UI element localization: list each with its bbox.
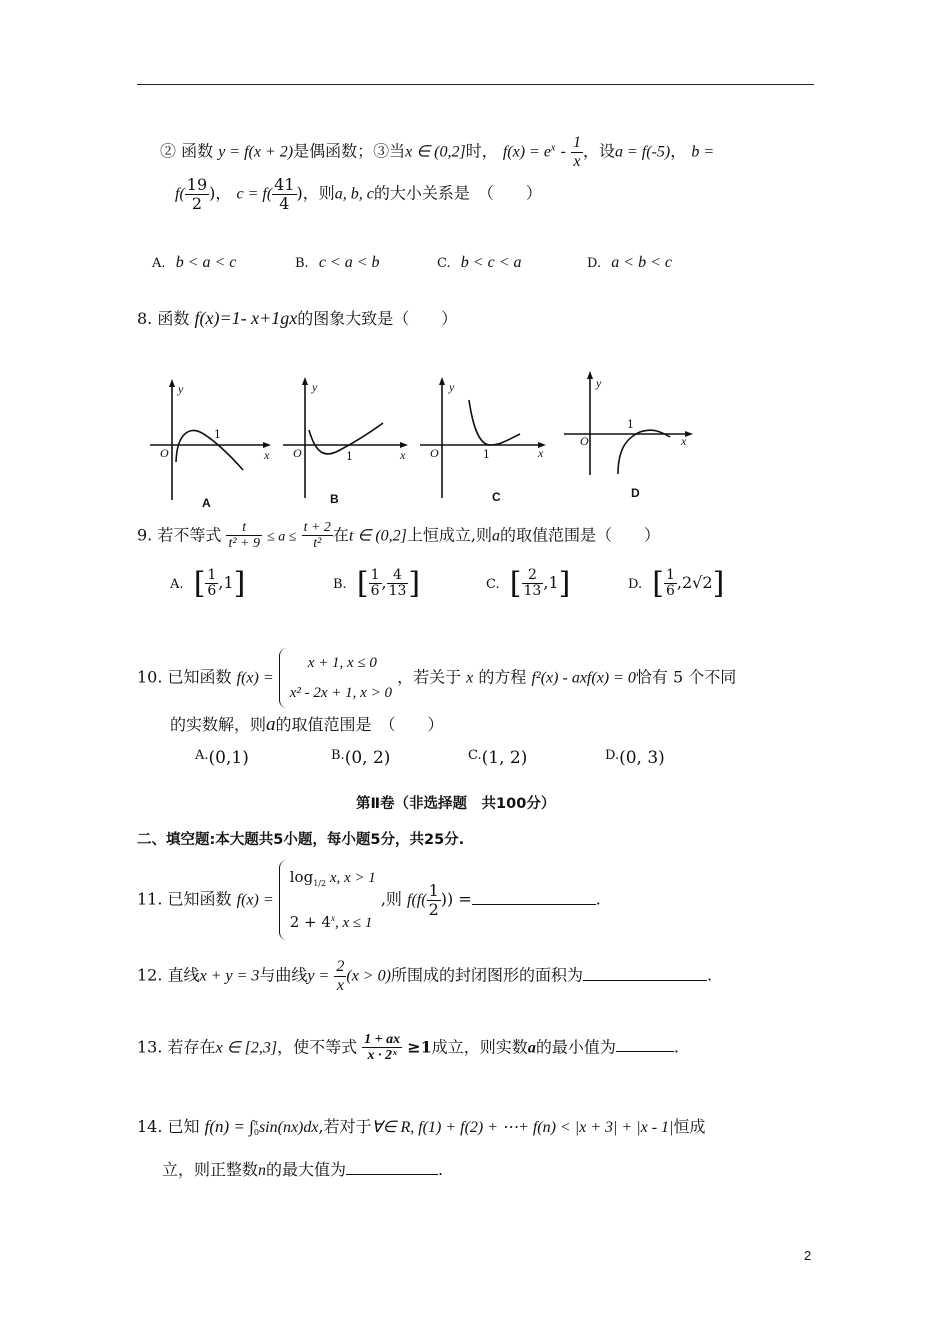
frac-den: 6: [370, 583, 380, 599]
q8-graphs: [140, 370, 700, 510]
frac-num: 1: [665, 566, 675, 583]
q11-answer-blank[interactable]: [472, 904, 596, 905]
graph-b-x-label: x: [400, 448, 406, 462]
q10-var: x: [466, 669, 474, 687]
graph-c-y-label: y: [449, 380, 455, 394]
q14-var: n: [258, 1162, 267, 1179]
q12-tail: 所围成的封闭图形的面积为: [390, 965, 583, 985]
part2-title: 第Ⅱ卷（非选择题 共100分）: [356, 796, 556, 812]
q9-option-c[interactable]: C. [ $\frac{2}{13}$ ,1]: [486, 566, 571, 601]
q13-text-post: 成立，则实数: [431, 1037, 528, 1057]
q13-answer-blank[interactable]: [616, 1051, 674, 1052]
option-expr: (0, 2): [344, 748, 391, 768]
q8-graph-set: [140, 370, 700, 510]
option-expr: (1, 2): [481, 748, 528, 768]
q7-frac-1-over-x: [571, 134, 583, 170]
graph-d-x-label: x: [681, 434, 687, 448]
page-number: 2: [804, 1248, 812, 1263]
q9-stem: [137, 520, 660, 552]
q7-text-b: 是偶函数；③当: [293, 141, 406, 161]
q14-integrand: sin(nx)dx: [258, 1119, 319, 1136]
option-label: D.: [587, 256, 602, 271]
int-lower: 0: [253, 1127, 259, 1137]
q7-a-def: a = f(-5): [614, 143, 671, 161]
graph-d-tick: 1: [627, 418, 634, 431]
q14-text-mid: ,若对于: [318, 1117, 372, 1136]
graph-d-origin: O: [580, 434, 589, 448]
q12-number: 12.: [137, 965, 163, 985]
q7-tail: 的大小关系是 （ ）: [373, 183, 542, 203]
q9-options: [170, 566, 730, 616]
q11-close: )) =: [440, 889, 472, 909]
q14-line2-tail: 的最大值为: [266, 1160, 347, 1179]
graph-d-y-label: y: [596, 376, 602, 390]
option-label: B.: [331, 748, 345, 763]
option-label: D.: [605, 748, 620, 763]
q9-option-d[interactable]: D. [ $\frac{1}{6}$ ,2√2]: [628, 566, 725, 601]
q9-tail: 的取值范围是（ ）: [499, 525, 660, 545]
frac-den: x · 2ˣ: [367, 1048, 397, 1064]
option-expr: c < a < b: [318, 254, 380, 271]
q8-number: 8.: [137, 309, 153, 328]
frac-den: 13: [523, 583, 542, 599]
q14-tail: 恒成: [673, 1117, 706, 1136]
option-label: A.: [152, 256, 166, 271]
q12-frac: [334, 958, 346, 994]
q10-text-mid2: 的方程: [478, 667, 527, 687]
q7-option-d[interactable]: [587, 252, 672, 272]
q7-minus: -: [560, 141, 566, 161]
option-label: D.: [628, 577, 643, 592]
option-upper: 2√2: [682, 573, 713, 592]
graph-a-y-label: y: [178, 382, 184, 396]
option-label: B.: [333, 577, 347, 592]
frac-num: 1: [572, 134, 581, 151]
q10-option-b[interactable]: [331, 748, 390, 768]
q7-paren: ): [209, 183, 216, 203]
q10-fx: f(x) =: [236, 669, 274, 687]
q9-option-a[interactable]: A. [ $\frac{1}{6}$ ,1]: [170, 566, 246, 601]
q11-stem: [137, 860, 601, 940]
q10-piecewise: [279, 648, 392, 708]
q7-abc: a, b, c: [334, 185, 374, 203]
q11-text-mid: ,则: [380, 889, 402, 909]
q8-text-pre: 函数: [157, 309, 190, 328]
q11-period: .: [595, 889, 601, 909]
option-expr: a < b < c: [611, 254, 672, 271]
option-label: C.: [486, 577, 500, 592]
q13-tail: 的最小值为: [535, 1037, 616, 1057]
q14-text-pre: 已知: [167, 1117, 200, 1136]
log-text: log: [289, 868, 314, 886]
option-label: B.: [295, 256, 309, 271]
graph-a-origin: O: [160, 446, 169, 460]
q7-comma: ，: [215, 183, 232, 203]
q7-fx: f(x) = e: [502, 143, 551, 161]
frac-num: 41: [274, 175, 295, 194]
graph-a-tick: 1: [214, 428, 221, 441]
frac-num: 1: [428, 880, 439, 900]
graph-c-x-label: x: [538, 446, 544, 460]
q7-text-e: ，: [670, 141, 687, 161]
q9-interval: t ∈ (0,2]: [348, 527, 407, 545]
graph-a-label[interactable]: A: [202, 496, 211, 510]
option-expr: b < c < a: [460, 254, 522, 271]
graph-c-label[interactable]: C: [492, 490, 501, 504]
q8-stem: [137, 306, 457, 329]
q10-equation: f²(x) - axf(x) = 0: [531, 669, 636, 687]
q12-text-pre: 直线: [167, 965, 200, 985]
q11-case1: [290, 860, 376, 901]
q13-interval: x ∈ [2,3]: [215, 1039, 278, 1057]
q12-answer-blank[interactable]: [583, 980, 707, 981]
q7-b-def: b =: [691, 143, 715, 161]
q7-paren2: ): [296, 183, 303, 203]
q12-stem: [137, 958, 712, 994]
q7-frac-41-4: [272, 176, 296, 212]
q9-var: a: [491, 527, 500, 545]
q14-line2: [162, 1157, 443, 1180]
q12-line-eq: x + y = 3: [199, 967, 260, 985]
q10-option-a[interactable]: [195, 748, 249, 768]
q7-frac-19-2: [185, 176, 209, 212]
q11-case1-rest: x, x > 1: [326, 870, 376, 886]
q12-condition: (x > 0): [346, 967, 391, 985]
q11-ff: f(f(: [407, 891, 427, 909]
frac-den: 2: [428, 899, 439, 919]
q10-line2-tail: 的取值范围是 （ ）: [275, 715, 444, 734]
q7-option-a[interactable]: [152, 252, 236, 272]
q9-number: 9.: [137, 525, 153, 545]
frac-den: t²: [313, 536, 322, 552]
option-upper: 1: [223, 573, 234, 592]
q9-option-b[interactable]: B. [ $\frac{1}{6}$ , $\frac{4}{13}$ ]: [333, 566, 421, 601]
q7-text-then: ，则: [302, 183, 335, 203]
q9-frac-right: [302, 520, 333, 552]
q14-period: .: [438, 1160, 444, 1179]
frac-den: 6: [665, 583, 675, 599]
q14-answer-blank[interactable]: [346, 1174, 438, 1175]
option-expr: (0,1): [208, 748, 249, 768]
q9-text-post: 上恒成立,则: [406, 525, 492, 545]
int-upper: π: [253, 1117, 258, 1127]
frac-den: 4: [279, 193, 290, 213]
q13-period: .: [673, 1037, 679, 1057]
frac-num: 4: [387, 568, 409, 584]
q11-case2-base: 2 + 4: [289, 913, 331, 931]
q13-text-pre: 若存在: [167, 1037, 216, 1057]
q7-text-c: 时，: [465, 141, 498, 161]
graph-b-label[interactable]: B: [330, 492, 339, 506]
q13-ge: ≥1: [407, 1037, 432, 1057]
section2-heading: 二、填空题:本大题共5小题，每小题5分，共25分.: [137, 832, 465, 848]
q10-text-line2: 的实数解，则: [170, 715, 267, 734]
q14-number: 14.: [137, 1117, 163, 1136]
q10-text-mid: ，若关于: [397, 667, 462, 687]
q7-text-d: ，设: [582, 141, 615, 161]
q10-text-pre: 已知函数: [167, 667, 232, 687]
q14-text-line2: 立，则正整数: [162, 1160, 259, 1179]
frac-num: 1: [370, 566, 380, 583]
q11-case2-rest: , x ≤ 1: [334, 915, 373, 931]
q13-text-mid: ，使不等式: [277, 1037, 358, 1057]
q13-number: 13.: [137, 1037, 163, 1057]
q10-line2: [170, 712, 444, 736]
q7-c-def: c = f(: [236, 185, 273, 203]
graph-b-origin: O: [293, 446, 302, 460]
frac-num: 1: [207, 566, 217, 583]
q9-text-pre: 若不等式: [157, 525, 222, 545]
q10-case2: x² - 2x + 1, x > 0: [289, 685, 392, 701]
frac-den: 2: [191, 193, 203, 213]
q9-text-mid: 在: [332, 525, 349, 545]
q13-var: a: [527, 1039, 536, 1057]
q14-fn: f(n) = ∫: [204, 1117, 254, 1136]
q7-option-c[interactable]: [437, 252, 522, 272]
q11-text-pre: 已知函数: [167, 889, 232, 909]
q10-tail: 恰有 5 个不同: [635, 667, 737, 687]
q7-expr-even: y = f(x + 2): [218, 143, 294, 161]
frac-num: 19: [186, 175, 208, 194]
q10-option-d[interactable]: [605, 748, 665, 768]
log-base: 1/2: [313, 879, 327, 888]
frac-num: t: [226, 520, 262, 536]
q10-number: 10.: [137, 667, 163, 687]
q9-frac-left: [226, 520, 262, 552]
q11-case2-exp: x: [330, 913, 335, 923]
q11-piecewise: [279, 860, 376, 940]
graph-b-tick: 1: [346, 450, 353, 463]
option-upper: 1: [548, 573, 559, 592]
header-rule: [137, 84, 814, 85]
q12-period: .: [706, 965, 713, 985]
graph-d-label[interactable]: D: [631, 486, 640, 500]
graph-c-origin: O: [430, 446, 439, 460]
option-expr: b < a < c: [175, 254, 237, 271]
q7-line2: [175, 176, 542, 212]
frac-den: x: [573, 152, 581, 170]
option-label: A.: [170, 577, 184, 592]
q11-fx: f(x) =: [236, 891, 274, 909]
q8-function: f(x)=1- x+1gx: [194, 308, 298, 328]
option-expr: (0, 3): [619, 748, 665, 768]
frac-den: 6: [207, 583, 217, 599]
q12-text-mid: 与曲线: [259, 965, 308, 985]
option-label: C.: [437, 256, 451, 271]
q10-option-c[interactable]: [468, 748, 527, 768]
q7-exp: x: [550, 142, 556, 154]
q10-stem: [137, 648, 736, 708]
q11-case2: [290, 901, 376, 940]
q14-stem: [137, 1114, 705, 1138]
q10-case1: x + 1, x ≤ 0: [307, 655, 377, 671]
q12-curve-y: y =: [307, 967, 330, 985]
q7-line1: [160, 134, 714, 170]
q7-option-b[interactable]: [295, 252, 380, 272]
graph-b-y-label: y: [312, 380, 318, 394]
option-label: C.: [468, 748, 482, 763]
graph-a-x-label: x: [264, 448, 270, 462]
q14-condition: ∀∈ R, f(1) + f(2) + ⋯+ f(n) < |x + 3| + |x - 1|: [371, 1119, 674, 1136]
q7-f: f(: [175, 185, 185, 203]
q13-frac: [362, 1032, 402, 1064]
graph-c-tick: 1: [483, 448, 490, 461]
q7-text-a: ② 函数: [160, 141, 214, 161]
option-label: A.: [195, 748, 209, 763]
frac-den: 13: [388, 583, 407, 599]
q11-number: 11.: [137, 889, 163, 909]
q11-frac-half: [427, 882, 441, 918]
q9-ineq: ≤ a ≤: [267, 529, 297, 545]
q13-stem: [137, 1032, 679, 1064]
frac-num: 1 + ax: [364, 1032, 401, 1047]
frac-num: 2: [336, 958, 345, 975]
frac-num: 2: [522, 568, 544, 584]
frac-den: t² + 9: [228, 536, 261, 552]
frac-num: t + 2: [303, 520, 331, 535]
q8-text-post: 的图象大致是（ ）: [297, 309, 458, 328]
q10-var2: a: [266, 714, 276, 735]
q7-interval: x ∈ (0,2]: [405, 143, 466, 161]
frac-den: x: [336, 976, 344, 994]
